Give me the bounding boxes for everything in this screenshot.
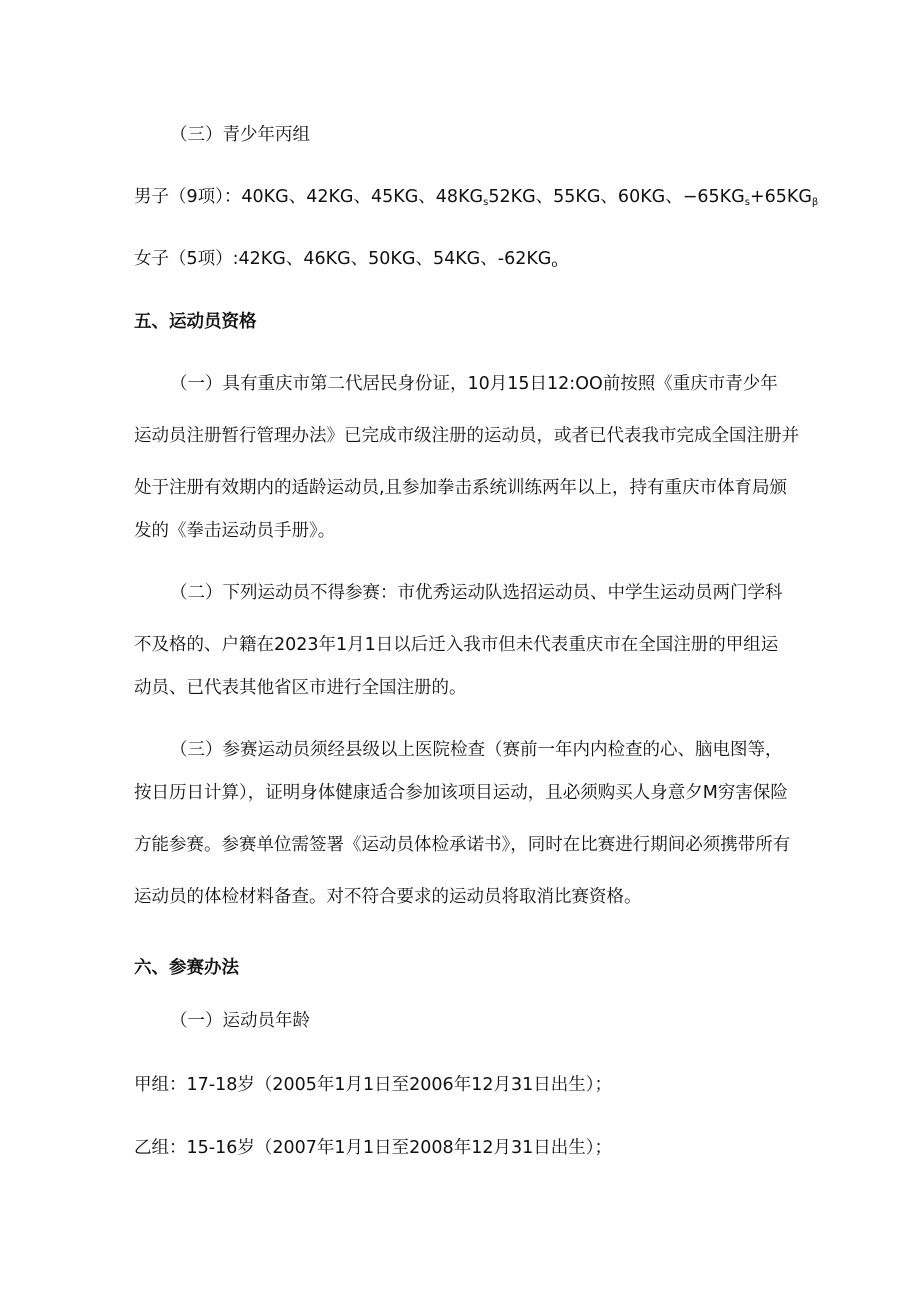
female-sub-mark: o [551,259,558,270]
group-yi-age: 乙组：15-16岁（2007年1月1日至2008年12月31日出生）； [134,1138,612,1158]
qualification-3-line-2: 按日历日计算），证明身体健康适合参加该项目运动，且必须购买人身意夕M穷害保险 [134,783,788,803]
qualification-1-line-1: （一）具有重庆市第二代居民身份证，10月15日12:OO前按照《重庆市青少年 [170,374,778,394]
male-weights-part1: 男子（9项）：40KG、42KG、45KG、48KG [134,187,484,207]
female-weight-classes [134,246,558,278]
qualification-3-line-4: 运动员的体检材料备查。对不符合要求的运动员将取消比赛资格。 [134,887,642,907]
qualification-2-line-3: 动员、已代表其他省区市进行全国注册的。 [134,678,467,698]
qualification-1-line-4: 发的《拳击运动员手册》。 [134,521,336,541]
section-5-heading: 五、运动员资格 [134,312,257,332]
group-c-title: （三）青少年丙组 [170,125,310,145]
athlete-age-subheading: （一）运动员年龄 [170,1011,310,1031]
section-6-heading: 六、参赛办法 [134,958,239,978]
qualification-2-line-2: 不及格的、户籍在2023年1月1日以后迁入我市但未代表重庆市在全国注册的甲组运 [134,635,779,655]
qualification-3-line-1: （三）参赛运动员须经县级以上医院检查（赛前一年内内检查的心、脑电图等， [170,740,783,760]
female-weights: 女子（5项）:42KG、46KG、50KG、54KG、-62KG [134,249,552,269]
male-sub-mark-1: s [483,197,489,208]
male-weights-part2: 52KG、55KG、60KG、−65KG [488,187,745,207]
qualification-1-line-3: 处于注册有效期内的适龄运动员,且参加拳击系统训练两年以上，持有重庆市体育局颁 [134,478,788,498]
male-weight-classes [134,184,818,216]
qualification-1-line-2: 运动员注册暂行管理办法》已完成市级注册的运动员，或者已代表我市完成全国注册并 [134,426,799,446]
male-sub-mark-2: s [744,197,750,208]
group-jia-age: 甲组：17-18岁（2005年1月1日至2006年12月31日出生）； [134,1075,612,1095]
male-weights-part3: +65KG [749,187,812,207]
qualification-3-line-3: 方能参赛。参赛单位需签署《运动员体检承诺书》，同时在比赛进行期间必须携带所有 [134,835,791,855]
qualification-2-line-1: （二）下列运动员不得参赛：市优秀运动队选招运动员、中学生运动员两门学科 [170,583,783,603]
male-sub-mark-3: β [811,197,819,208]
